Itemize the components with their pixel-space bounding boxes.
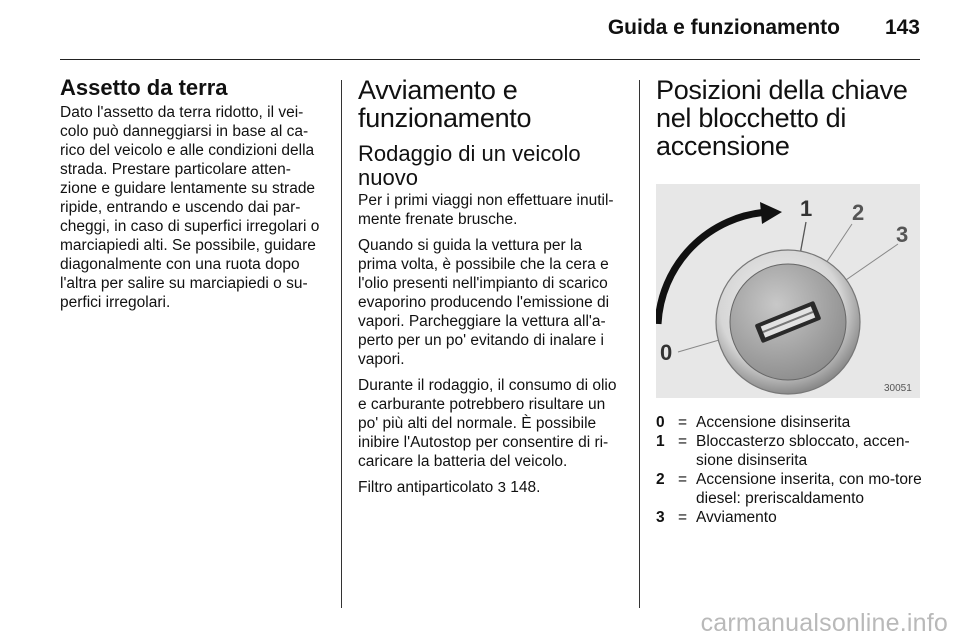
break-in-paragraph-2: Quando si guida la vettura per la prima volta, è possibile che la cera e l'olio presenti nell'impianto di scarico evaporino producendo l'emissione di vapori. Parcheggiare la vettura all'a-perto per un po' evitando di inalare i vapori. (358, 237, 610, 368)
column-divider-1 (341, 80, 342, 608)
key-position-legend (656, 413, 922, 527)
legend-key: 3 (656, 509, 665, 526)
column-ground-clearance (60, 76, 326, 319)
legend-description: Accensione inserita, con mo-tore diesel: preriscaldamento (696, 471, 922, 507)
position-label-3: 3 (896, 222, 909, 247)
column-key-positions (656, 76, 922, 527)
legend-equals: = (678, 509, 688, 526)
legend-equals: = (678, 471, 688, 488)
position-label-1: 1 (800, 196, 813, 221)
legend-key: 2 (656, 471, 665, 488)
legend-description: Bloccasterzo sbloccato, accen-sione disinserita (696, 433, 910, 469)
legend-equals: = (678, 433, 688, 450)
particulate-filter-text: Filtro antiparticolato (358, 479, 494, 496)
subheading-break-in: Rodaggio di un veicolo nuovo (358, 141, 581, 190)
legend-item (656, 432, 922, 470)
column-start-operation (358, 76, 622, 504)
watermark: carmanualsonline.info (700, 609, 948, 637)
position-label-2: 2 (852, 200, 865, 225)
break-in-paragraph-1: Per i primi viaggi non effettuare inutil-mente frenate brusche. (358, 192, 614, 228)
legend-description: Accensione disinserita (696, 414, 851, 431)
header-title: Guida e funzionamento (607, 16, 840, 39)
section-heading-ground-clearance: Assetto da terra (60, 75, 228, 100)
legend-item (656, 470, 922, 508)
page-number: 143 (884, 16, 920, 39)
legend-key: 0 (656, 414, 665, 431)
legend-key: 1 (656, 433, 665, 450)
break-in-paragraph-3: Durante il rodaggio, il consumo di olio e carburante potrebbero risultare un po' più alti del normale. È possibile inibire l'Autostop per consentire di ri-caricare la batteria del veicolo. (358, 377, 617, 470)
legend-item (656, 413, 922, 432)
legend-equals: = (678, 414, 688, 431)
figure-code: 30051 (884, 383, 912, 394)
chapter-heading-key-positions: Posizioni della chiave nel blocchetto di accensione (656, 75, 908, 161)
legend-item (656, 508, 922, 527)
break-in-paragraph-4 (358, 478, 622, 497)
cross-reference-arrow-icon[interactable]: 3 (497, 479, 506, 496)
legend-description: Avviamento (696, 509, 777, 526)
cross-reference-page[interactable]: 148. (510, 479, 541, 496)
header-rule (60, 59, 920, 60)
ignition-key-diagram (656, 184, 920, 398)
position-label-0: 0 (660, 340, 673, 365)
chapter-heading-start-operation: Avviamento e funzionamento (358, 75, 532, 133)
column-divider-2 (639, 80, 640, 608)
ground-clearance-paragraph: Dato l'assetto da terra ridotto, il vei-colo può danneggiarsi in base al ca-rico del veicolo e alle condizioni della strada. Prestare particolare atten-zione e guidare lentamente su strade ripide, entrando e uscendo dai par-cheggi, in caso di superfici irregolari o marciapiedi alti. Se possibile, guidare diagonalmente con una ruota dopo l'altra per salire su marciapiedi o su-perfici irregolari. (60, 104, 320, 311)
